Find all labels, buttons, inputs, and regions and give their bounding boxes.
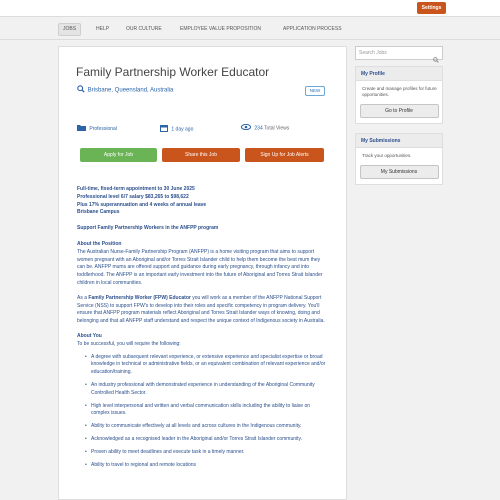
submissions-box [355, 133, 443, 185]
job-panel [58, 46, 347, 500]
list-item: • Acknowledged as a recognised leader in the Aboriginal and/or Torres Strait Islander community. [85, 436, 327, 444]
list-item: • Proven ability to meet deadlines and execute task in a timely manner. [85, 449, 327, 457]
list-item: • An industry professional with demonstrated experience in understanding of the Aboriginal Community Controlled Health Sector. [85, 382, 327, 398]
views-label: Total Views [264, 125, 290, 132]
job-type [77, 124, 117, 133]
job-posted [160, 124, 193, 134]
top-bar [0, 0, 500, 16]
job-location-text: Brisbane, Queensland, Australia [87, 87, 174, 94]
apply-button[interactable]: Apply for Job [80, 148, 157, 162]
views-count: 234 [254, 125, 263, 132]
new-badge: NEW [305, 86, 325, 96]
my-submissions-button[interactable]: My Submissions [360, 165, 439, 179]
nav-help[interactable]: HELP [96, 26, 110, 32]
about-you-heading: About You [77, 332, 102, 339]
job-title: Family Partnership Worker Educator [76, 65, 270, 79]
nav-employee-value-proposition[interactable]: EMPLOYEE VALUE PROPOSITION [180, 26, 262, 32]
role-text-pre: As a [77, 294, 89, 301]
list-item: • High level interpersonal and written and verbal communication skills including the ability to liaise on complex issues. [85, 403, 327, 419]
role-text-post: you will work as a member of the ANFPP National Support Service (NSS) to support FPW's to develop into their roles and specific competency in program delivery. You'll ensure that ANFPP program materials reflect Aboriginal and Torres Strait Islander ways of knowing, doing and belonging and that all ANFPP staff understand and respect the unique context of Indigenous society in Australia. [77, 294, 325, 325]
employment-type-line: Full-time, fixed-term appointment to 30 June 2025 [77, 186, 195, 192]
main-nav [0, 16, 500, 40]
nav-our-culture[interactable]: OUR CULTURE [126, 26, 162, 32]
nav-jobs[interactable]: JOBS [58, 23, 81, 36]
benefits-line: Plus 17% superannuation and 4 weeks of annual leave [77, 201, 207, 208]
submissions-text: Track your opportunities. [362, 153, 412, 158]
eye-icon [241, 124, 251, 132]
job-description [77, 186, 327, 474]
job-location[interactable] [77, 85, 173, 95]
search-input[interactable]: Search Jobs [355, 46, 443, 60]
nav-application-process[interactable]: APPLICATION PROCESS [283, 26, 342, 32]
calendar-icon [160, 124, 168, 134]
list-item: • A degree with subsequent relevant experience, or extensive experience and specialist expertise or broad knowledge in technical or administrative fields, or an equivalent combination of relevant experience and/or education/training. [85, 354, 327, 377]
settings-button[interactable]: Settings [417, 2, 446, 14]
requirements-list [85, 354, 327, 470]
profile-box [355, 66, 443, 124]
list-item: • Ability to travel to regional and remote locations [85, 462, 327, 470]
search-location-icon [77, 85, 86, 95]
job-alerts-button[interactable]: Sign Up for Job Alerts [245, 148, 324, 162]
about-position-heading: About the Position [77, 240, 122, 247]
submissions-heading: My Submissions [356, 134, 442, 148]
job-posted-text: 1 day ago [171, 126, 194, 133]
role-title-bold: Family Partnership Worker (FPW) Educator [88, 294, 191, 301]
job-type-text: Professional [89, 125, 117, 132]
job-views [241, 124, 289, 132]
folder-icon [77, 124, 86, 133]
salary-line: Professional level 6/7 salary $83,265 to $98,622 [77, 193, 189, 200]
about-position-text: The Australian Nurse-Family Partnership Program (ANFPP) is a home visiting program that aims to support women pregnant with an Aboriginal and/or Torres Strait Islander child to help them become the best mum they can be. ANFPP mums are offered support and guidance during early pregnancy, through infancy and into toddlerhood. The ANFPP is an important early investment into the future of Aboriginal and Torres Strait Islander children in local communities. [77, 248, 323, 286]
search-icon[interactable] [433, 50, 439, 56]
about-you-intro: To be successful, you will require the following: [77, 340, 181, 347]
share-job-button[interactable]: Share this Job [162, 148, 240, 162]
support-heading: Support Family Partnership Workers in the ANFPP program [77, 225, 219, 232]
campus-line: Brisbane Campus [77, 209, 120, 216]
profile-heading: My Profile [356, 67, 442, 81]
go-to-profile-button[interactable]: Go to Profile [360, 104, 439, 118]
role-paragraph [77, 295, 327, 326]
list-item: • Ability to communicate effectively at all levels and across cultures in the Indigenous community. [85, 423, 327, 431]
profile-text: Create and manage profiles for future opportunities. [362, 86, 437, 97]
